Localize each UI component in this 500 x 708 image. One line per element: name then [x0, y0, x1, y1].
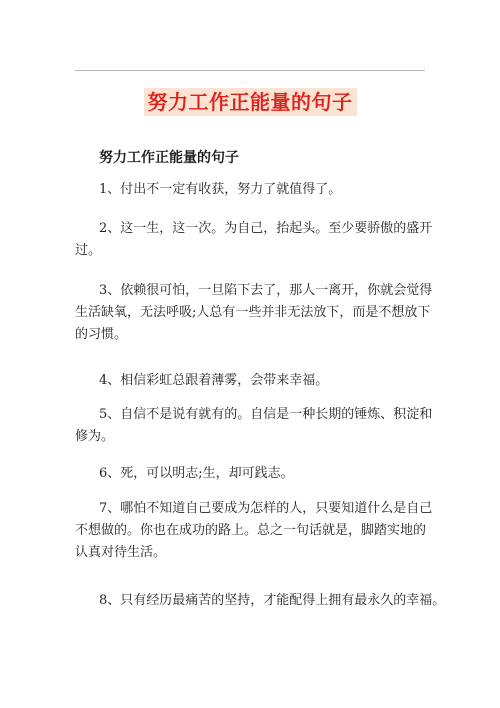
sentence-line: 2、这一生，这一次。为自己，抬起头。至少要骄傲的盛开	[99, 221, 433, 236]
sentence-2	[75, 218, 433, 262]
title-container	[0, 88, 500, 116]
sentence-7	[75, 498, 433, 564]
sentence-3	[75, 280, 433, 346]
sentence-5	[75, 404, 433, 448]
sentence-line: 修为。	[75, 429, 115, 444]
sentence-line: 3、依赖很可怕，一旦陷下去了，那人一离开，你就会觉得	[99, 283, 433, 298]
sentence-4	[75, 370, 427, 392]
sentence-line: 过。	[75, 243, 102, 258]
header-divider	[75, 70, 425, 71]
document-title: 努力工作正能量的句子	[144, 88, 357, 116]
sentence-line: 1、付出不一定有收获，努力了就值得了。	[99, 182, 342, 197]
sentence-line: 不想做的。你也在成功的路上。总之一句话就是，脚踏实地的	[75, 523, 427, 538]
sentence-line: 6、死，可以明志;生，却可践志。	[99, 466, 294, 481]
sentence-line: 7、哪怕不知道自己要成为怎样的人，只要知道什么是自己	[99, 501, 433, 516]
sentence-line: 生活缺氧，无法呼吸;人总有一些并非无法放下，而是不想放下	[75, 305, 431, 320]
sentence-6	[75, 463, 427, 485]
sentence-line: 认真对待生活。	[75, 545, 167, 560]
sentence-line: 4、相信彩虹总跟着薄雾，会带来幸福。	[99, 373, 329, 388]
sentence-8	[75, 590, 446, 612]
sentence-line: 8、只有经历最痛苦的坚持，才能配得上拥有最永久的幸福。	[99, 593, 446, 608]
sentence-line: 5、自信不是说有就有的。自信是一种长期的锤炼、积淀和	[99, 407, 433, 422]
sentence-1	[75, 179, 427, 201]
section-heading: 努力工作正能量的句子	[99, 150, 239, 166]
sentence-line: 的习惯。	[75, 327, 128, 342]
